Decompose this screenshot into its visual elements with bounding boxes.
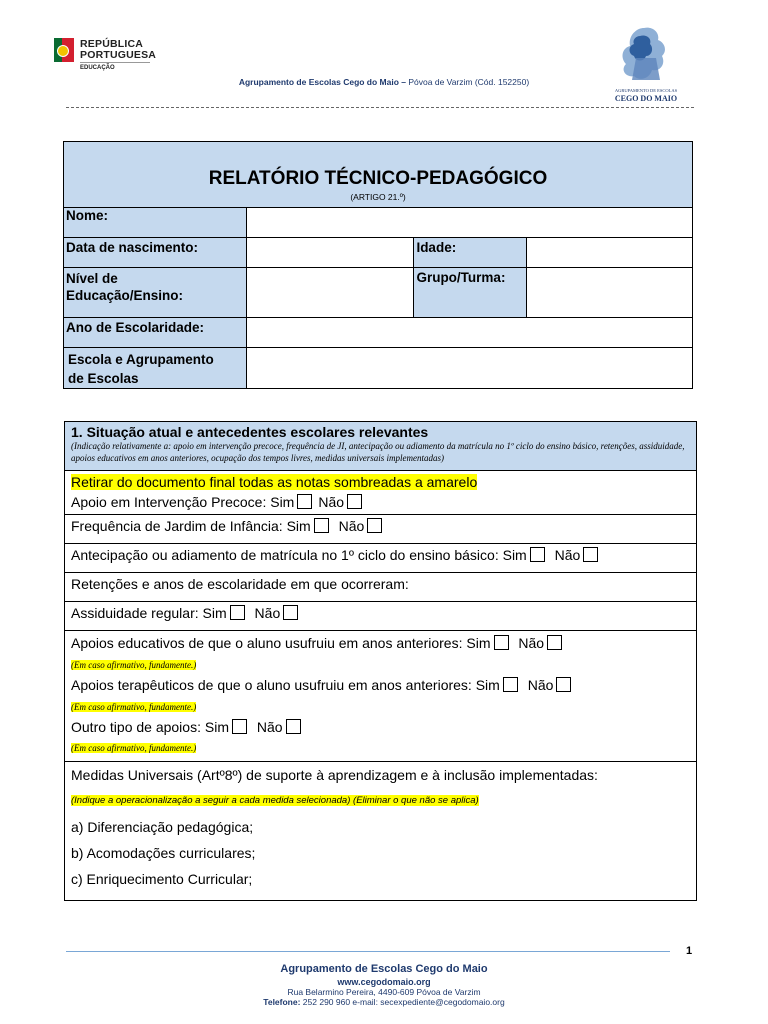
apoios-terapeuticos-nao-checkbox[interactable] <box>556 677 571 692</box>
row-antecipacao <box>65 544 697 573</box>
medidas-note-a: (Indique a operacionalização a seguir a cada medida selecionada) ( <box>71 795 357 806</box>
nao-label: Não <box>554 547 581 563</box>
header-school-location: Póvoa de Varzim (Cód. 152250) <box>406 77 530 87</box>
medida-a: a) Diferenciação pedagógica; <box>71 819 254 835</box>
nao-label: Não <box>256 719 283 735</box>
nivel-field[interactable] <box>246 268 414 318</box>
precoce-nao-checkbox[interactable] <box>347 494 362 509</box>
gov-logo-line2: PORTUGUESA <box>80 49 157 61</box>
row-jardim <box>65 515 697 544</box>
q-medidas: Medidas Universais (Artº8º) de suporte à aprendizagem e à inclusão implementadas: <box>71 767 598 783</box>
jardim-sim-checkbox[interactable] <box>314 518 329 533</box>
gov-logo-line1: REPÚBLICA <box>80 38 144 50</box>
nao-label: Não <box>338 518 365 534</box>
nome-field[interactable] <box>246 208 692 238</box>
q-precoce: Apoio em Intervenção Precoce: <box>71 494 267 510</box>
footer-phone-email: 252 290 960 e-mail: secexpediente@cegodomaio.org <box>300 997 505 1007</box>
row-medidas <box>65 762 697 901</box>
label-escola-line1: Escola e Agrupamento <box>68 352 214 367</box>
q-antecipacao: Antecipação ou adiamento de matrícula no 1º ciclo do ensino básico: <box>71 547 499 563</box>
medida-b: b) Acomodações curriculares; <box>71 845 256 861</box>
sim-label: Sim <box>202 605 227 621</box>
section1-heading: 1. Situação atual e antecedentes escolares relevantes <box>71 424 429 440</box>
row-apoios <box>65 631 697 762</box>
form-title-cell <box>64 142 693 208</box>
medida-c: c) Enriquecimento Curricular; <box>71 871 253 887</box>
antecipacao-sim-checkbox[interactable] <box>530 547 545 562</box>
assiduidade-nao-checkbox[interactable] <box>283 605 298 620</box>
form-subtitle: (ARTIGO 21.º) <box>350 192 406 202</box>
identification-table <box>63 141 693 389</box>
label-escola <box>64 348 247 389</box>
medidas-note <box>71 795 479 806</box>
q-outro-apoios: Outro tipo de apoios: <box>71 719 201 735</box>
school-logo-small-text: AGRUPAMENTO DE ESCOLAS <box>614 88 678 93</box>
row-precoce <box>65 471 697 515</box>
label-nivel <box>64 268 247 318</box>
label-nivel-line2: Educação/Ensino: <box>66 288 184 303</box>
footer-address: Rua Belarmino Pereira, 4490-609 Póvoa de Varzim <box>287 987 481 997</box>
nao-label: Não <box>527 677 554 693</box>
sim-label: Sim <box>502 547 527 563</box>
label-grupo-turma: Grupo/Turma: <box>414 268 527 318</box>
row-assiduidade <box>65 602 697 631</box>
label-data-nascimento: Data de nascimento: <box>64 238 247 268</box>
label-nivel-line1: Nível de <box>66 271 118 286</box>
section1-header <box>65 422 697 471</box>
gov-logo-line3: EDUCAÇÃO <box>80 65 115 71</box>
ano-escolaridade-field[interactable] <box>246 318 692 348</box>
q-apoios-terapeuticos: Apoios terapêuticos de que o aluno usufruiu em anos anteriores: <box>71 677 472 693</box>
label-nome: Nome: <box>64 208 247 238</box>
highlight-note: Retirar do documento final todas as notas sombreadas a amarelo <box>71 474 478 490</box>
precoce-sim-checkbox[interactable] <box>297 494 312 509</box>
school-logo-name: CEGO DO MAIO <box>614 94 678 103</box>
escola-field[interactable] <box>246 348 692 389</box>
nao-label: Não <box>318 494 345 510</box>
label-ano-escolaridade: Ano de Escolaridade: <box>64 318 247 348</box>
portugal-flag-icon <box>54 38 74 62</box>
medidas-note-b: Eliminar o que não se aplica) <box>356 795 479 806</box>
footer-contact <box>0 997 768 1007</box>
jardim-nao-checkbox[interactable] <box>367 518 382 533</box>
school-logo <box>608 24 684 104</box>
footer-divider <box>66 951 670 952</box>
sim-label: Sim <box>270 494 295 510</box>
outro-apoios-sim-checkbox[interactable] <box>232 719 247 734</box>
fundamente-note: (Em caso afirmativo, fundamente.) <box>71 743 197 753</box>
apoios-terapeuticos-sim-checkbox[interactable] <box>503 677 518 692</box>
antecipacao-nao-checkbox[interactable] <box>583 547 598 562</box>
section1-table <box>64 421 697 901</box>
label-escola-line2: de Escolas <box>68 371 139 386</box>
grupo-turma-field[interactable] <box>527 268 693 318</box>
outro-apoios-nao-checkbox[interactable] <box>286 719 301 734</box>
footer-school-name: Agrupamento de Escolas Cego do Maio <box>280 963 488 975</box>
fundamente-note: (Em caso afirmativo, fundamente.) <box>71 702 197 712</box>
apoios-educativos-nao-checkbox[interactable] <box>547 635 562 650</box>
label-idade: Idade: <box>414 238 527 268</box>
sim-label: Sim <box>204 719 229 735</box>
fundamente-note: (Em caso afirmativo, fundamente.) <box>71 660 197 670</box>
header-school-name: Agrupamento de Escolas Cego do Maio – <box>238 77 407 87</box>
sim-label: Sim <box>466 635 491 651</box>
assiduidade-sim-checkbox[interactable] <box>230 605 245 620</box>
school-emblem-icon <box>616 24 676 86</box>
q-apoios-educativos: Apoios educativos de que o aluno usufruiu em anos anteriores: <box>71 635 463 651</box>
q-jardim: Frequência de Jardim de Infância: <box>71 518 283 534</box>
sim-label: Sim <box>286 518 311 534</box>
page-number: 1 <box>686 945 693 957</box>
q-assiduidade: Assiduidade regular: <box>71 605 199 621</box>
data-nascimento-field[interactable] <box>246 238 414 268</box>
footer-phone-label: Telefone: <box>263 997 301 1007</box>
republica-portuguesa-logo <box>54 36 174 76</box>
nao-label: Não <box>254 605 281 621</box>
idade-field[interactable] <box>527 238 693 268</box>
apoios-educativos-sim-checkbox[interactable] <box>494 635 509 650</box>
sim-label: Sim <box>475 677 500 693</box>
header-divider <box>66 107 694 108</box>
row-retencoes[interactable] <box>65 573 697 602</box>
nao-label: Não <box>518 635 545 651</box>
section1-instructions: (Indicação relativamente a: apoio em intervenção precoce, frequência de JI, antecipação ou adiamento da matrícula no 1º ciclo do ensino básico, retenções, assiduidade, apoios educativos em anos anteriores, ocupação dos tempos livres, medidas universais implementadas) <box>71 441 685 463</box>
q-retencoes: Retenções e anos de escolaridade em que ocorreram: <box>71 576 409 592</box>
footer-website[interactable]: www.cegodomaio.org <box>337 977 431 987</box>
form-title: RELATÓRIO TÉCNICO-PEDAGÓGICO <box>208 168 548 189</box>
